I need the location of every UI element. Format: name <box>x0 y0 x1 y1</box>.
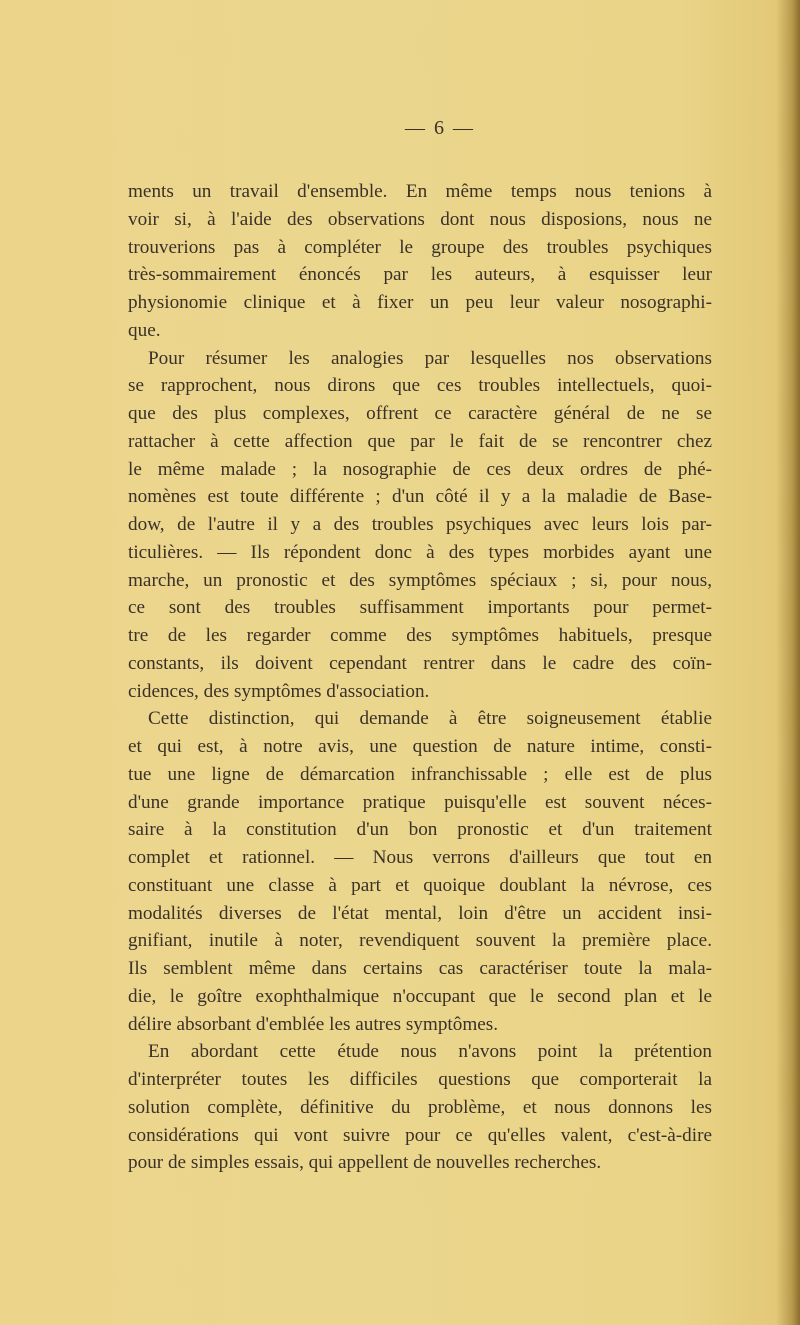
text-line: voir si, à l'aide des observations dont nous disposions, nous ne <box>128 208 712 230</box>
page-number: — 6 — <box>405 117 475 139</box>
text-line: solution complète, définitive du problème, et nous donnons les <box>128 1096 712 1118</box>
text-line: die, le goître exophthalmique n'occupant que le second plan et le <box>128 985 712 1007</box>
text-line: d'une grande importance pratique puisqu'elle est souvent néces- <box>128 791 712 813</box>
text-line: ticulières. — Ils répondent donc à des types morbides ayant une <box>128 541 712 563</box>
text-line: cidences, des symptômes d'association. <box>128 680 430 702</box>
text-line: tre de les regarder comme des symptômes habituels, presque <box>128 625 712 646</box>
text-line: délire absorbant d'emblée les autres symptômes. <box>128 1013 499 1035</box>
text-line: gnifiant, inutile à noter, revendiquent souvent la première place. <box>128 930 712 952</box>
text-line: le même malade ; la nosographie de ces deux ordres de phé- <box>128 458 712 480</box>
text-line: se rapprochent, nous dirons que ces troubles intellectuels, quoi- <box>128 375 712 397</box>
text-line: tue une ligne de démarcation infranchissable ; elle est de plus <box>128 763 712 785</box>
text-line: physionomie clinique et à fixer un peu leur valeur nosographi- <box>128 292 712 313</box>
body-text <box>128 178 712 1177</box>
text-line: nomènes est toute différente ; d'un côté il y a la maladie de Base- <box>128 486 712 508</box>
text-line: constants, ils doivent cependant rentrer dans le cadre des coïn- <box>128 652 712 674</box>
text-line: considérations qui vont suivre pour ce qu'elles valent, c'est-à-dire <box>128 1124 712 1146</box>
text-line: complet et rationnel. — Nous verrons d'ailleurs que tout en <box>128 847 712 868</box>
text-line: d'interpréter toutes les difficiles questions que comporterait la <box>128 1069 712 1090</box>
text-line: saire à la constitution d'un bon pronostic et d'un traitement <box>128 819 712 841</box>
text-line: dow, de l'autre il y a des troubles psychiques avec leurs lois par- <box>128 514 712 535</box>
text-line: trouverions pas à compléter le groupe des troubles psychiques <box>128 236 712 258</box>
text-line: rattacher à cette affection que par le fait de se rencontrer chez <box>128 430 712 452</box>
text-line: que des plus complexes, offrent ce caractère général de ne se <box>128 403 712 424</box>
text-line: et qui est, à notre avis, une question de nature intime, consti- <box>128 736 712 757</box>
text-line: très-sommairement énoncés par les auteurs, à esquisser leur <box>128 264 712 286</box>
text-line: pour de simples essais, qui appellent de nouvelles recherches. <box>128 1152 602 1174</box>
text-line: ments un travail d'ensemble. En même temps nous tenions à <box>128 181 712 202</box>
text-line: Ils semblent même dans certains cas caractériser toute la mala- <box>128 958 712 979</box>
text-line: En abordant cette étude nous n'avons point la prétention <box>148 1041 712 1063</box>
text-line: constituant une classe à part et quoique doublant la névrose, ces <box>128 874 712 896</box>
text-line: modalités diverses de l'état mental, loin d'être un accident insi- <box>128 902 712 924</box>
text-line: Pour résumer les analogies par lesquelles nos observations <box>148 347 712 369</box>
text-line: que. <box>128 319 161 341</box>
text-line: marche, un pronostic et des symptômes spéciaux ; si, pour nous, <box>128 569 712 591</box>
text-line: ce sont des troubles suffisamment importants pour permet- <box>128 597 712 619</box>
text-line: Cette distinction, qui demande à être soigneusement établie <box>148 708 712 730</box>
